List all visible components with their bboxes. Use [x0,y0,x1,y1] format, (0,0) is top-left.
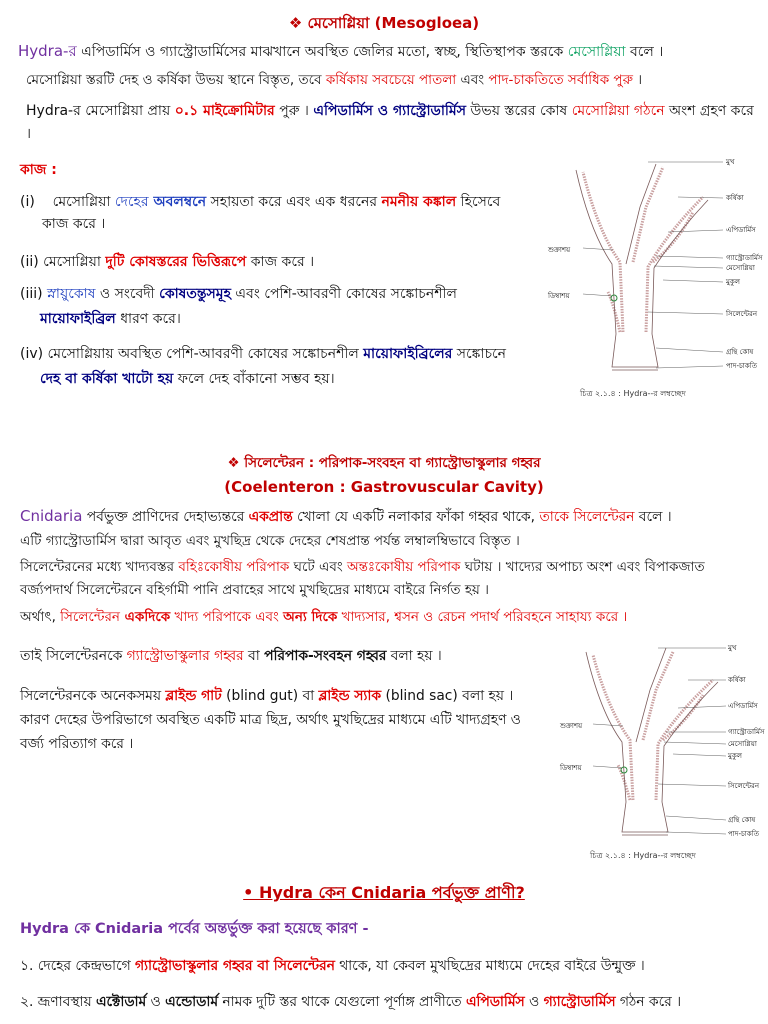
mesogloea-thickness: Hydra-র মেসোগ্লিয়া প্রায় ০.১ মাইক্রোমিটার পুরু । এপিডার্মিস ও গ্যাস্ট্রোডার্মিস উভয় স্তরের কোষ মেসোগ্লিয়া গঠনে অংশ গ্রহণ করে । [26,103,754,143]
figure2-caption: চিত্র ২.১.৪ : Hydra--র লম্বচ্ছেদ [590,851,696,860]
figure2-label-mouth: মুখ [728,644,737,652]
figure2-label-gastrodermis: গ্যাস্ট্রোডার্মিস [728,728,765,736]
figure-label-coelenteron: সিলেন্টেরন [726,310,758,318]
section-title-why-cnidaria: • Hydra কেন Cnidaria পর্বভুক্ত প্রাণী? [243,883,525,902]
section-title-coelenteron: ❖ সিলেন্টেরন : পরিপাক-সংবহন বা গ্যাস্ট্রোভাস্কুলার গহ্বর [227,455,541,471]
figure-label-basal-disc: পাদ-চাকতি [726,362,757,370]
mesogloea-definition: Hydra-র এপিডার্মিস ও গ্যাস্ট্রোডার্মিসের মাঝখানে অবস্থিত জেলির মতো, স্বচ্ছ, স্থিতিস্থাপক স্তরকে মেসোগ্লিয়া বলে । [18,42,664,60]
coelenteron-function: অর্থাৎ, সিলেন্টেরন একদিকে খাদ্য পরিপাকে এবং অন্য দিকে খাদ্যসার, শ্বসন ও রেচন পদার্থ পরিবহনে সাহায্য করে । [20,609,628,625]
hydra-section-figure-2 [538,640,766,865]
figure-label-testis: শুক্রাশয় [548,246,571,254]
reason-2: ২. ভ্রূণাবস্থায় এক্টোডার্ম ও এন্ডোডার্ম নামক দুটি স্তর থাকে যেগুলো পূর্ণাঙ্গ প্রাণীতে এপিডার্মিস ও গ্যাস্ট্রোডার্মিস গঠন করে । [20,994,682,1010]
work-item-4: (iv) মেসোগ্লিয়ায় অবস্থিত পেশি-আবরণী কোষের সঙ্কোচনশীল মায়োফাইব্রিলের সঙ্কোচনে দেহ বা কর্ষিকা খাটো হয় ফলে দেহ বাঁকানো সম্ভব হয়। [20,346,507,387]
mesogloea-extent: মেসোগ্লিয়া স্তরটি দেহ ও কর্ষিকা উভয় স্থানে বিস্তৃত, তবে কর্ষিকায় সবচেয়ে পাতলা এবং পাদ-চাকতিতে সর্বাধিক পুরু । [26,72,643,88]
figure-label-tentacle: কর্ষিকা [726,194,744,202]
coelenteron-blind-gut: সিলেন্টেরনকে অনেকসময় ব্লাইন্ড গাট (blind gut) বা ব্লাইন্ড স্যাক (blind sac) বলা হয় । কারণ দেহের উপরিভাগে অবস্থিত একটি মাত্র ছিদ্র, অর্থাৎ মুখছিদ্রের মাধ্যমে এটি খাদ্যগ্রহণ ও বর্জ্য পরিত্যাগ করে । [20,688,521,753]
figure2-label-bud: মুকুল [728,752,743,760]
figure-label-epidermis: এপিডার্মিস [726,226,756,234]
figure-label-ovary: ডিম্বাশয় [548,292,570,300]
figure2-label-coelenteron: সিলেন্টেরন [728,782,760,790]
reason-1: ১. দেহের কেন্দ্রভাগে গ্যাস্ট্রোভাস্কুলার গহ্বর বা সিলেন্টেরন থাকে, যা কেবল মুখছিদ্রের মাধ্যমে দেহের বাইরে উন্মুক্ত । [20,958,645,974]
figure-label-bud: মুকুল [726,278,741,286]
coelenteron-digestion: সিলেন্টেরনের মধ্যে খাদ্যবস্তর বহিঃকোষীয় পরিপাক ঘটে এবং অন্তঃকোষীয় পরিপাক ঘটায় । খাদ্যের অপাচ্য অংশ এবং বিপাকজাত বর্জ্যপদার্থ সিলেন্টেরনে বহির্গামী পানি প্রবাহের সাথে মুখছিদ্রের মাধ্যমে বাইরে নির্গত হয় । [20,559,705,598]
coelenteron-lining: এটি গ্যাস্ট্রোডার্মিস দ্বারা আবৃত এবং মুখছিদ্র থেকে দেহের শেষপ্রান্ত পর্যন্ত লম্বালম্বিভাবে বিস্তৃত । [20,533,520,549]
coelenteron-alt-names: তাই সিলেন্টেরনকে গ্যাস্ট্রোভাস্কুলার গহ্বর বা পরিপাক-সংবহন গহ্বর বলা হয় । [20,648,442,664]
work-item-1: (i) মেসোগ্লিয়া দেহের অবলম্বনে সহায়তা করে এবং এক ধরনের নমনীয় কঙ্কাল হিসেবে কাজ করে । [20,194,501,232]
figure2-label-epidermis: এপিডার্মিস [728,702,758,710]
figure-label-gland-cell: গ্রন্থি কোষ [726,348,754,356]
section-title-mesogloea: ❖ মেসোগ্লিয়া (Mesogloea) [288,14,480,32]
figure2-label-gland-cell: গ্রন্থি কোষ [728,816,756,824]
work-item-2: (ii) মেসোগ্লিয়া দুটি কোষস্তরের ভিত্তিরূপে কাজ করে । [20,254,315,270]
figure-caption: চিত্র ২.১.৪ : Hydra--র লম্বচ্ছেদ [580,389,686,398]
section-subtitle-coelenteron: (Coelenteron : Gastrovuscular Cavity) [224,478,544,496]
figure2-label-basal-disc: পাদ-চাকতি [728,830,759,838]
figure-label-gastrodermis: গ্যাস্ট্রোডার্মিস [726,254,763,262]
figure2-label-testis: শুক্রাশয় [560,722,583,730]
work-item-3: (iii) স্নায়ুকোষ ও সংবেদী কোষতন্তুসমূহ এবং পেশি-আবরণী কোষের সঙ্কোচনশীল মায়োফাইব্রিল ধারণ করে। [20,286,457,327]
coelenteron-definition: Cnidaria পর্বভুক্ত প্রাণিদের দেহাভ্যন্তরে একপ্রান্ত খোলা যে একটি নলাকার ফাঁকা গহ্বর থাকে, তাকে সিলেন্টেরন বলে । [20,507,672,525]
why-cnidaria-intro: Hydra কে Cnidaria পর্বের অন্তর্ভুক্ত করা হয়েছে কারণ - [20,921,369,937]
hydra-section-figure-1 [528,152,764,402]
work-heading: কাজ : [20,162,57,178]
figure2-label-mesogloea: মেসোগ্লিয়া [728,740,757,748]
figure2-label-ovary: ডিম্বাশয় [560,764,582,772]
figure-label-mesogloea: মেসোগ্লিয়া [726,264,755,272]
figure2-label-tentacle: কর্ষিকা [728,676,746,684]
figure-label-mouth: মুখ [726,158,735,166]
